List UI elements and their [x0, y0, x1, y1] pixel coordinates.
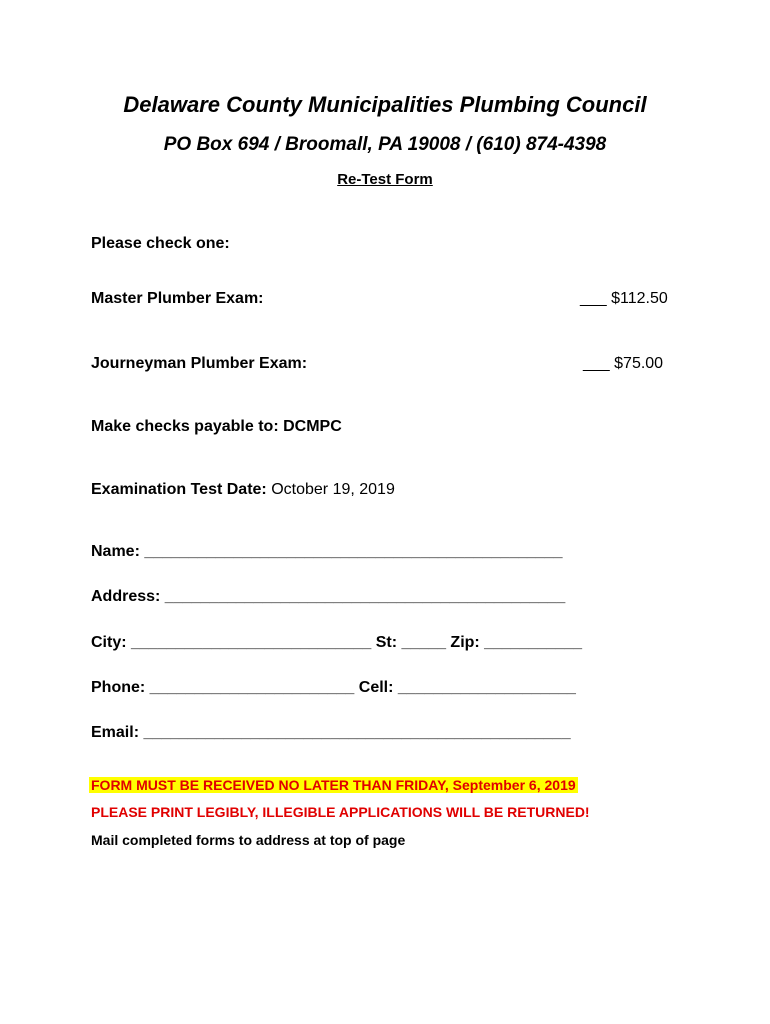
- email-field[interactable]: Email: ________________________________________________: [91, 724, 571, 741]
- payment-instruction: Make checks payable to: DCMPC: [91, 418, 342, 435]
- exam-date-label: Examination Test Date:: [91, 481, 267, 498]
- exam-date-value: October 19, 2019: [271, 481, 395, 498]
- city-state-zip-field[interactable]: City: ___________________________ St: _____ Zip: ___________: [91, 634, 583, 651]
- address-field[interactable]: Address: _____________________________________________: [91, 588, 566, 605]
- legibility-notice: PLEASE PRINT LEGIBLY, ILLEGIBLE APPLICATIONS WILL BE RETURNED!: [91, 804, 590, 820]
- mail-instruction: Mail completed forms to address at top of page: [91, 832, 406, 848]
- deadline-notice-line: [89, 777, 578, 795]
- master-plumber-label: Master Plumber Exam:: [91, 290, 264, 307]
- check-one-instruction: Please check one:: [91, 235, 230, 252]
- name-field[interactable]: Name: _______________________________________________: [91, 543, 563, 560]
- deadline-notice: FORM MUST BE RECEIVED NO LATER THAN FRIDAY, September 6, 2019: [91, 777, 576, 793]
- phone-cell-field[interactable]: Phone: _______________________ Cell: ____________________: [91, 679, 576, 696]
- journeyman-plumber-price[interactable]: ___ $75.00: [583, 355, 664, 372]
- council-address: PO Box 694 / Broomall, PA 19008 / (610) 874-4398: [163, 134, 607, 155]
- exam-date-line: [91, 481, 395, 499]
- council-title: Delaware County Municipalities Plumbing Council: [123, 92, 647, 117]
- form-name: Re-Test Form: [337, 171, 433, 188]
- journeyman-plumber-label: Journeyman Plumber Exam:: [91, 355, 308, 372]
- master-plumber-price[interactable]: ___ $112.50: [580, 290, 668, 307]
